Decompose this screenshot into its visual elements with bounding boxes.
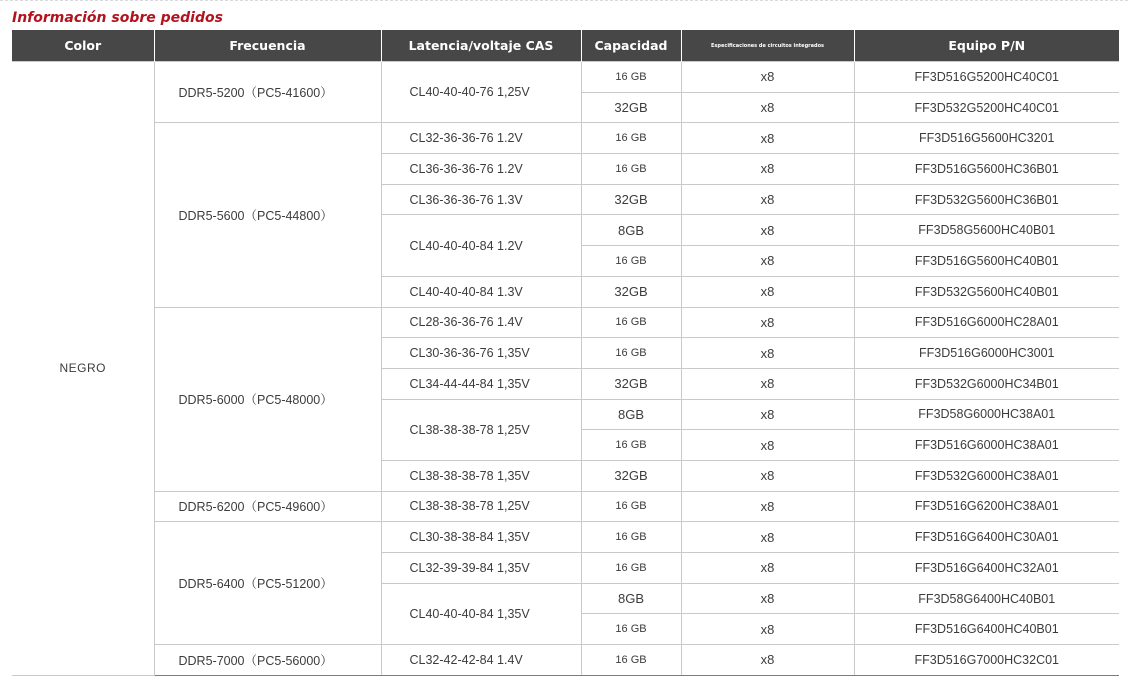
capacity-cell: 16 GB — [581, 62, 681, 93]
capacity-cell: 16 GB — [581, 123, 681, 154]
header-latency: Latencia/voltaje CAS — [381, 30, 581, 62]
capacity-cell: 16 GB — [581, 553, 681, 584]
table-row — [12, 307, 1119, 338]
part-number-cell: FF3D516G6400HC32A01 — [854, 553, 1119, 584]
latency-cell: CL40-40-40-76 1,25V — [381, 62, 581, 123]
part-number-cell: FF3D532G5200HC40C01 — [854, 92, 1119, 123]
ic-spec-cell: x8 — [681, 338, 854, 369]
ic-spec-cell: x8 — [681, 123, 854, 154]
ic-spec-cell: x8 — [681, 307, 854, 338]
header-part-number: Equipo P/N — [854, 30, 1119, 62]
capacity-cell: 16 GB — [581, 430, 681, 461]
capacity-cell: 16 GB — [581, 522, 681, 553]
frequency-cell: DDR5-6000（PC5-48000） — [154, 307, 381, 491]
ic-spec-cell: x8 — [681, 491, 854, 522]
latency-cell: CL38-38-38-78 1,25V — [381, 399, 581, 460]
ic-spec-cell: x8 — [681, 62, 854, 93]
capacity-cell: 16 GB — [581, 246, 681, 277]
part-number-cell: FF3D516G6400HC30A01 — [854, 522, 1119, 553]
part-number-cell: FF3D532G5600HC36B01 — [854, 184, 1119, 215]
ic-spec-cell: x8 — [681, 614, 854, 645]
ic-spec-cell: x8 — [681, 215, 854, 246]
ic-spec-cell: x8 — [681, 583, 854, 614]
capacity-cell: 16 GB — [581, 338, 681, 369]
part-number-cell: FF3D516G6400HC40B01 — [854, 614, 1119, 645]
part-number-cell: FF3D532G6000HC38A01 — [854, 460, 1119, 491]
ic-spec-cell: x8 — [681, 368, 854, 399]
part-number-cell: FF3D58G6000HC38A01 — [854, 399, 1119, 430]
capacity-cell: 16 GB — [581, 491, 681, 522]
latency-cell: CL32-36-36-76 1.2V — [381, 123, 581, 154]
frequency-cell: DDR5-6200（PC5-49600） — [154, 491, 381, 522]
header-ic-spec: Especificaciones de circuitos integrados — [681, 30, 854, 62]
frequency-cell: DDR5-6400（PC5-51200） — [154, 522, 381, 645]
latency-cell: CL32-42-42-84 1.4V — [381, 645, 581, 676]
part-number-cell: FF3D516G5600HC40B01 — [854, 246, 1119, 277]
latency-cell: CL28-36-36-76 1.4V — [381, 307, 581, 338]
latency-cell: CL34-44-44-84 1,35V — [381, 368, 581, 399]
ordering-table — [12, 30, 1119, 676]
ic-spec-cell: x8 — [681, 399, 854, 430]
ic-spec-cell: x8 — [681, 276, 854, 307]
part-number-cell: FF3D58G5600HC40B01 — [854, 215, 1119, 246]
ic-spec-cell: x8 — [681, 246, 854, 277]
part-number-cell: FF3D516G5600HC3201 — [854, 123, 1119, 154]
capacity-cell: 8GB — [581, 583, 681, 614]
color-cell: NEGRO — [12, 62, 154, 676]
table-row — [12, 491, 1119, 522]
part-number-cell: FF3D516G6000HC28A01 — [854, 307, 1119, 338]
frequency-cell: DDR5-7000（PC5-56000） — [154, 645, 381, 676]
latency-cell: CL40-40-40-84 1,35V — [381, 583, 581, 644]
table-row — [12, 645, 1119, 676]
table-row — [12, 62, 1119, 93]
ic-spec-cell: x8 — [681, 460, 854, 491]
part-number-cell: FF3D516G6000HC3001 — [854, 338, 1119, 369]
header-capacity: Capacidad — [581, 30, 681, 62]
latency-cell: CL40-40-40-84 1.3V — [381, 276, 581, 307]
part-number-cell: FF3D532G5600HC40B01 — [854, 276, 1119, 307]
capacity-cell: 32GB — [581, 460, 681, 491]
part-number-cell: FF3D516G5600HC36B01 — [854, 154, 1119, 185]
header-color: Color — [12, 30, 154, 62]
capacity-cell: 32GB — [581, 92, 681, 123]
capacity-cell: 16 GB — [581, 154, 681, 185]
frequency-cell: DDR5-5200（PC5-41600） — [154, 62, 381, 123]
capacity-cell: 32GB — [581, 276, 681, 307]
part-number-cell: FF3D58G6400HC40B01 — [854, 583, 1119, 614]
capacity-cell: 16 GB — [581, 307, 681, 338]
header-row — [12, 30, 1119, 62]
ic-spec-cell: x8 — [681, 553, 854, 584]
latency-cell: CL36-36-36-76 1.3V — [381, 184, 581, 215]
top-divider — [0, 0, 1128, 1]
latency-cell: CL36-36-36-76 1.2V — [381, 154, 581, 185]
ic-spec-cell: x8 — [681, 522, 854, 553]
part-number-cell: FF3D516G7000HC32C01 — [854, 645, 1119, 676]
table-row — [12, 123, 1119, 154]
capacity-cell: 8GB — [581, 399, 681, 430]
ic-spec-cell: x8 — [681, 184, 854, 215]
page-title: Información sobre pedidos — [12, 10, 223, 26]
frequency-cell: DDR5-5600（PC5-44800） — [154, 123, 381, 307]
capacity-cell: 32GB — [581, 368, 681, 399]
capacity-cell: 16 GB — [581, 614, 681, 645]
latency-cell: CL32-39-39-84 1,35V — [381, 553, 581, 584]
part-number-cell: FF3D516G5200HC40C01 — [854, 62, 1119, 93]
capacity-cell: 16 GB — [581, 645, 681, 676]
ic-spec-cell: x8 — [681, 92, 854, 123]
part-number-cell: FF3D516G6000HC38A01 — [854, 430, 1119, 461]
latency-cell: CL40-40-40-84 1.2V — [381, 215, 581, 276]
latency-cell: CL38-38-38-78 1,25V — [381, 491, 581, 522]
latency-cell: CL30-38-38-84 1,35V — [381, 522, 581, 553]
part-number-cell: FF3D516G6200HC38A01 — [854, 491, 1119, 522]
ic-spec-cell: x8 — [681, 154, 854, 185]
ic-spec-cell: x8 — [681, 645, 854, 676]
header-frequency: Frecuencia — [154, 30, 381, 62]
table-row — [12, 522, 1119, 553]
capacity-cell: 8GB — [581, 215, 681, 246]
capacity-cell: 32GB — [581, 184, 681, 215]
latency-cell: CL38-38-38-78 1,35V — [381, 460, 581, 491]
ic-spec-cell: x8 — [681, 430, 854, 461]
part-number-cell: FF3D532G6000HC34B01 — [854, 368, 1119, 399]
latency-cell: CL30-36-36-76 1,35V — [381, 338, 581, 369]
